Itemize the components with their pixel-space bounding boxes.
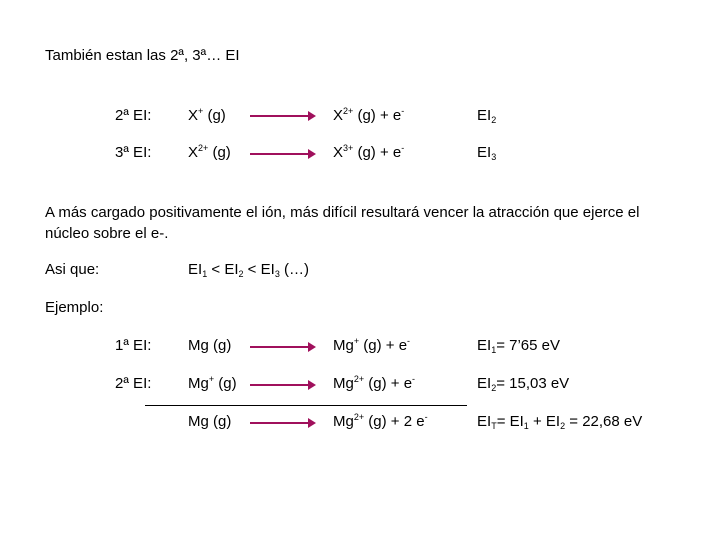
total-row-energy: $EI_T= EI_1 + EI_2 = 22,68$ eV	[477, 413, 643, 431]
general-row-2-reactant: $X^{2+}$ (g)	[188, 143, 231, 161]
general-row-2-label: 3ª EI:	[115, 144, 152, 161]
explanation-text: A más cargado positivamente el ión, más difícil resultará vencer la atracción que ejerce el núcleo sobre el e-.	[45, 204, 640, 242]
general-row-2-energy: $EI_3$	[477, 144, 497, 162]
example-row-2-label: 2ª EI:	[115, 375, 152, 392]
ejemplo-label: Ejemplo:	[45, 299, 104, 316]
reaction-arrow	[250, 384, 314, 386]
example-row-1-label: 1ª EI:	[115, 337, 152, 354]
ei-order-inequality: $EI_1 < EI_2 < EI_3$ (…)	[188, 261, 309, 279]
reaction-arrow	[250, 422, 314, 424]
general-row-1-product: $X^{2+}$ (g) + e-	[333, 106, 405, 124]
example-row-1-reactant: Mg (g)	[188, 337, 232, 354]
total-row-reactant: Mg (g)	[188, 413, 232, 430]
general-row-1-label: 2ª EI:	[115, 107, 152, 124]
total-row-product: $Mg^{2+}$ (g) + 2 e-	[333, 412, 428, 430]
reaction-arrow	[250, 153, 314, 155]
asi-que-label: Asi que:	[45, 261, 100, 278]
example-row-2-reactant: Mg+ (g)	[188, 374, 237, 392]
reaction-arrow	[250, 115, 314, 117]
reaction-arrow	[250, 346, 314, 348]
example-row-1-energy: $EI_1=$ 7’65 eV	[477, 337, 561, 355]
example-row-2-energy: $EI_2= 15,03$ eV	[477, 375, 570, 393]
general-row-1-energy: $EI_2$	[477, 107, 497, 125]
example-row-1-product: Mg+ (g) + e-	[333, 336, 411, 354]
sum-rule-line	[145, 405, 467, 406]
general-row-2-product: $X^{3+}$ (g) + e-	[333, 143, 405, 161]
intro-text: También estan las 2ª, 3ª… EI	[45, 47, 240, 64]
example-row-2-product: $Mg^{2+}$ (g) + e-	[333, 374, 416, 392]
general-row-1-reactant: X+ (g)	[188, 106, 226, 124]
